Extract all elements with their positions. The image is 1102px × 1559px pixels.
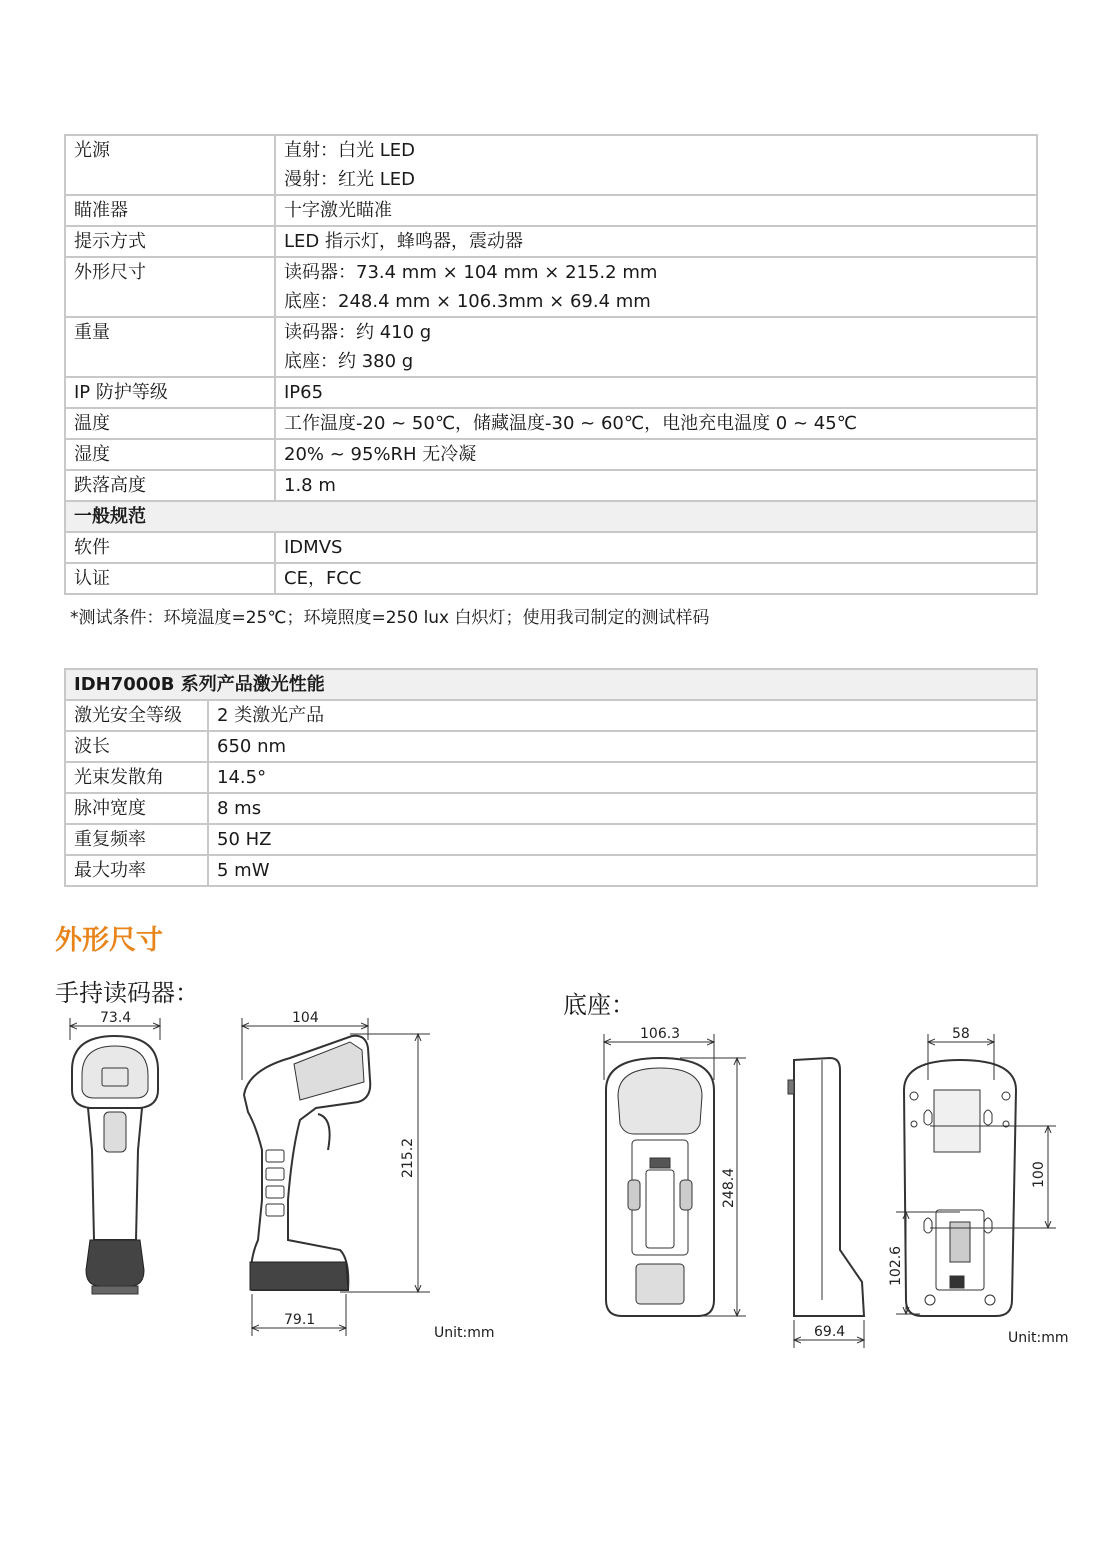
spec-value-line: IP65 <box>284 382 324 403</box>
base-label: 底座： <box>563 991 635 1019</box>
spec-label: 湿度 <box>65 439 275 470</box>
dim-hh-base: 79.1 <box>284 1312 316 1328</box>
laser-value: 2 类激光产品 <box>208 700 1037 731</box>
dim-hh-depth: 104 <box>292 1010 319 1026</box>
laser-value: 14.5° <box>208 762 1037 793</box>
dim-hh-height: 215.2 <box>400 1137 416 1178</box>
general-label: 认证 <box>65 563 275 594</box>
base-side-view <box>788 1058 864 1348</box>
dim-base-depth: 69.4 <box>814 1324 846 1340</box>
spec-label: 外形尺寸 <box>65 257 275 317</box>
laser-value: 5 mW <box>208 855 1037 886</box>
spec-value-line: 读码器：约 410 g <box>284 322 432 343</box>
handheld-label: 手持读码器： <box>55 979 199 1007</box>
laser-label: 重复频率 <box>65 824 208 855</box>
dim-hh-width: 73.4 <box>100 1010 132 1026</box>
spec-value-line: LED 指示灯，蜂鸣器，震动器 <box>284 231 523 252</box>
spec-value-line: 1.8 m <box>284 475 336 496</box>
spec-label: 提示方式 <box>65 226 275 257</box>
laser-header: IDH7000B 系列产品激光性能 <box>65 669 1037 700</box>
spec-value-line: 十字激光瞄准 <box>284 200 392 221</box>
general-value: CE，FCC <box>275 563 1037 594</box>
handheld-front-view <box>70 1018 160 1294</box>
spec-label: 重量 <box>65 317 275 377</box>
dimensions-title: 外形尺寸 <box>55 925 163 956</box>
laser-label: 波长 <box>65 731 208 762</box>
general-header: 一般规范 <box>65 501 1037 532</box>
dim-bottom-width: 58 <box>952 1026 970 1042</box>
spec-value-line: 20% ~ 95%RH 无冷凝 <box>284 444 477 465</box>
spec-value-line: 底座：约 380 g <box>284 351 414 372</box>
dim-base-width: 106.3 <box>640 1026 681 1042</box>
spec-label: 温度 <box>65 408 275 439</box>
spec-value-line: 底座：248.4 mm × 106.3mm × 69.4 mm <box>284 291 651 312</box>
test-conditions-note: *测试条件：环境温度=25℃；环境照度=250 lux 白炽灯；使用我司制定的测试样码 <box>70 608 710 628</box>
dim-base-height: 248.4 <box>721 1167 737 1208</box>
spec-label: IP 防护等级 <box>65 377 275 408</box>
spec-value-line: 漫射：红光 LED <box>284 169 415 190</box>
dim-bottom-offset: 102.6 <box>888 1245 904 1286</box>
spec-label: 瞄准器 <box>65 195 275 226</box>
spec-label: 跌落高度 <box>65 470 275 501</box>
laser-label: 脉冲宽度 <box>65 793 208 824</box>
unit-label-base: Unit:mm <box>1008 1330 1069 1346</box>
laser-label: 光束发散角 <box>65 762 208 793</box>
spec-value-line: 工作温度-20 ~ 50℃，储藏温度-30 ~ 60℃，电池充电温度 0 ~ 45℃ <box>284 413 857 434</box>
general-value: IDMVS <box>275 532 1037 563</box>
general-label: 软件 <box>65 532 275 563</box>
laser-value: 650 nm <box>208 731 1037 762</box>
laser-value: 50 HZ <box>208 824 1037 855</box>
laser-label: 最大功率 <box>65 855 208 886</box>
spec-label: 光源 <box>65 135 275 195</box>
spec-value-line: 读码器：73.4 mm × 104 mm × 215.2 mm <box>284 262 658 283</box>
unit-label-handheld: Unit:mm <box>434 1325 495 1341</box>
spec-value-line: 直射：白光 LED <box>284 140 415 161</box>
laser-label: 激光安全等级 <box>65 700 208 731</box>
laser-value: 8 ms <box>208 793 1037 824</box>
dim-bottom-spacing: 100 <box>1031 1161 1047 1188</box>
